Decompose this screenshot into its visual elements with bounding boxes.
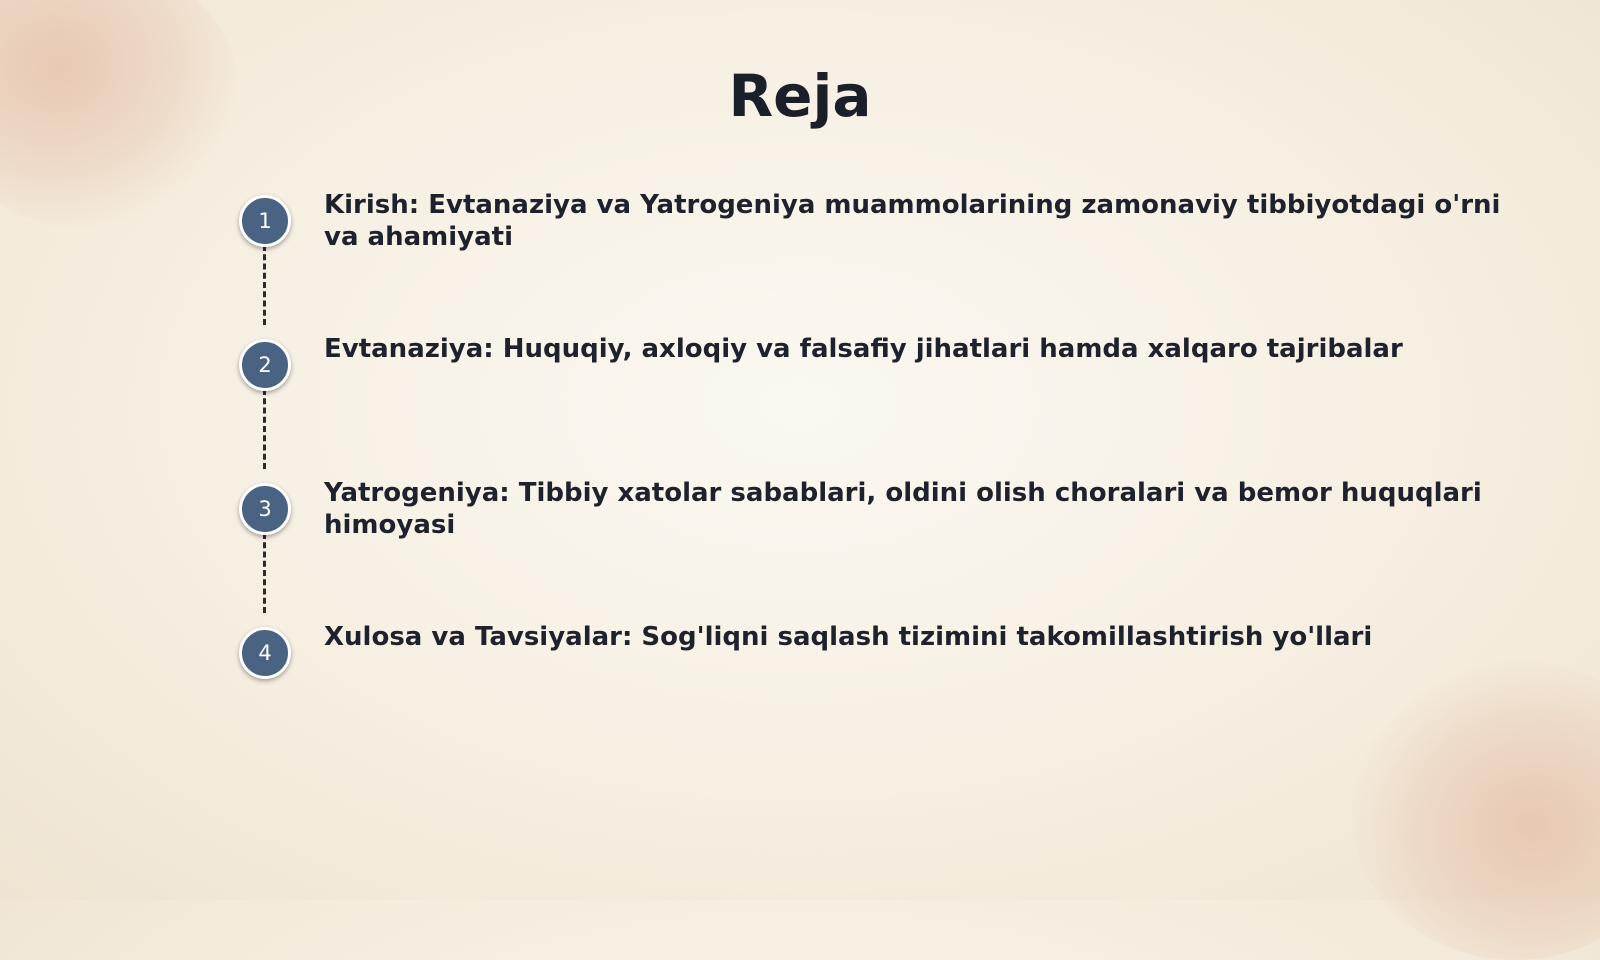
timeline-connector (263, 533, 266, 613)
step-number-badge: 1 (239, 195, 291, 247)
slide-title: Reja (728, 62, 872, 130)
step-number-badge: 2 (239, 339, 291, 391)
step-text: Kirish: Evtanaziya va Yatrogeniya muammolarining zamonaviy tibbiyotdagi o'rni va ahamiyati (324, 190, 1501, 252)
step-text: Yatrogeniya: Tibbiy xatolar sabablari, oldini olish choralari va bemor huquqlari himoyasi (324, 478, 1482, 540)
step-number-badge: 4 (239, 627, 291, 679)
timeline-connector (263, 245, 266, 325)
plan-step-1 (239, 190, 1569, 255)
step-text: Evtanaziya: Huquqiy, axloqiy va falsafiy jihatlari hamda xalqaro tajribalar (324, 334, 1403, 364)
timeline-connector (263, 389, 266, 469)
plan-step-4 (239, 622, 1569, 687)
plan-step-3 (239, 478, 1569, 543)
plan-step-2 (239, 334, 1569, 399)
step-text: Xulosa va Tavsiyalar: Sog'liqni saqlash tizimini takomillashtirish yo'llari (324, 622, 1373, 652)
decorative-blob-bottom-right (1350, 660, 1600, 960)
step-number-badge: 3 (239, 483, 291, 535)
